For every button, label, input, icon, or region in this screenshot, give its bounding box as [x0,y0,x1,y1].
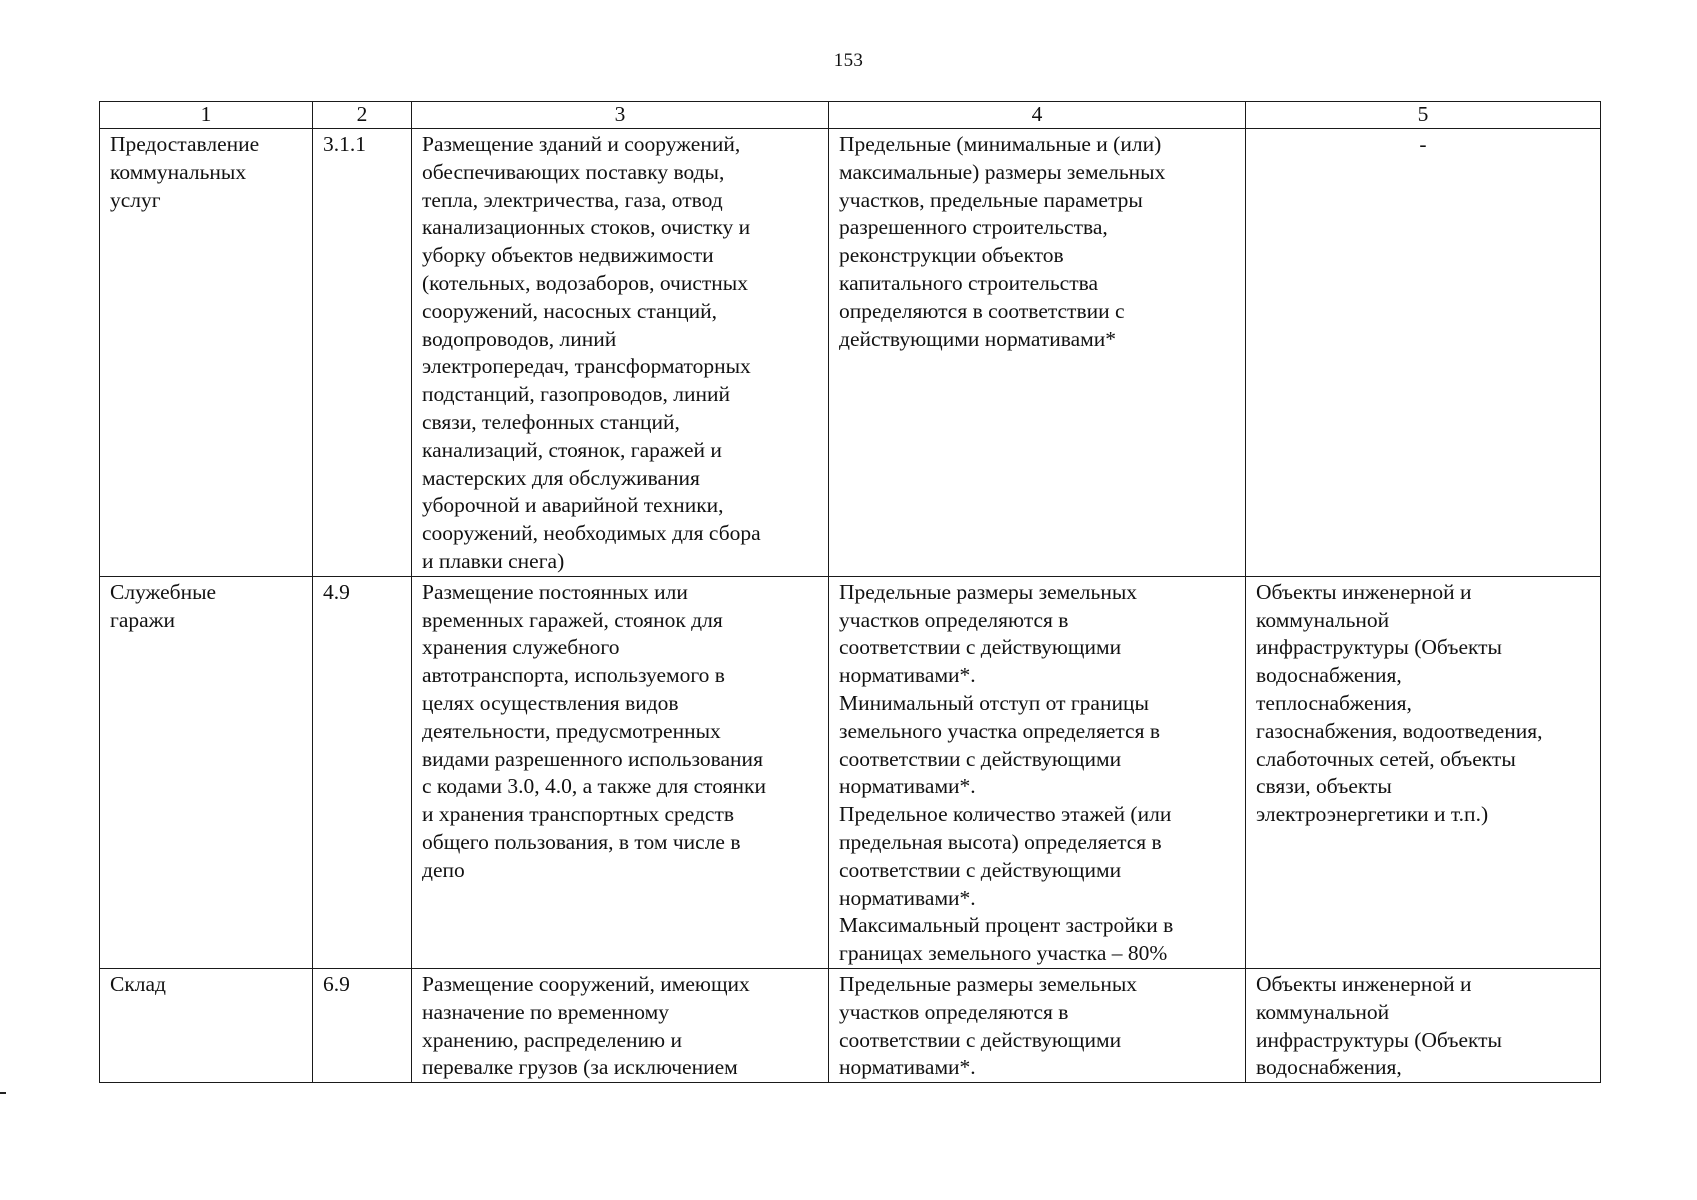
use-description-cell [412,129,829,577]
cell-line: и плавки снега) [422,548,565,573]
table-body [100,129,1601,1083]
cell-line: и хранения транспортных средств [422,802,735,827]
use-name-cell [100,968,313,1082]
cell-line: водопроводов, линий [422,326,617,351]
cell-line: видами разрешенного использования [422,746,763,771]
cell-line: сооружений, насосных станций, [422,298,717,323]
cell-line: газоснабжения, водоотведения, [1256,718,1543,743]
zoning-table [99,101,1601,1083]
cell-line: земельного участка определяется в [839,718,1160,743]
cell-line: перевалке грузов (за исключением [422,1055,738,1080]
use-description-cell [412,968,829,1082]
table-row [100,968,1601,1082]
cell-line: - [1419,132,1427,156]
cell-line: реконструкции объектов [839,243,1064,268]
parameters-cell [829,576,1246,968]
use-code-cell: 6.9 [313,968,412,1082]
use-description-cell [412,576,829,968]
cell-line: соответствии с действующими [839,857,1122,882]
cell-line: участков определяются в [839,999,1069,1024]
cell-line: тепла, электричества, газа, отвод [422,187,723,212]
cell-line: уборку объектов недвижимости [422,243,714,268]
page-number: 153 [833,50,864,71]
cell-line: связи, телефонных станций, [422,409,680,434]
cell-line: действующими нормативами* [839,326,1117,351]
cell-line: нормативами*. [839,1055,976,1080]
cell-line: коммунальной [1256,999,1390,1024]
column-header-5: 5 [1246,102,1601,129]
cell-line: инфраструктуры (Объекты [1256,1027,1503,1052]
column-header-2: 2 [313,102,412,129]
cell-line: услуг [110,187,161,212]
cell-line: автотранспорта, используемого в [422,663,725,688]
cell-line: Объекты инженерной и [1256,971,1472,996]
edge-mark [0,1092,6,1094]
cell-line: Максимальный процент застройки в [839,913,1174,938]
cell-line: канализаций, стоянок, гаражей и [422,437,722,462]
cell-line: Предельные размеры земельных [839,971,1138,996]
header-row [100,102,1601,129]
cell-line: депо [422,857,465,882]
cell-line: деятельности, предусмотренных [422,718,721,743]
cell-line: предельная высота) определяется в [839,829,1162,854]
parameters-cell [829,129,1246,577]
table-row [100,129,1601,577]
auxiliary-uses-cell [1246,576,1601,968]
parameters-cell [829,968,1246,1082]
cell-line: максимальные) размеры земельных [839,159,1166,184]
cell-line: уборочной и аварийной техники, [422,493,724,518]
cell-line: Предельные (минимальные и (или) [839,132,1162,156]
cell-line: хранения служебного [422,635,620,660]
cell-line: Размещение постоянных или [422,579,688,604]
cell-line: границах земельного участка – 80% [839,941,1168,966]
cell-line: определяются в соответствии с [839,298,1125,323]
column-header-1: 1 [100,102,313,129]
cell-line: нормативами*. [839,885,976,910]
cell-line: участков определяются в [839,607,1069,632]
auxiliary-uses-cell [1246,968,1601,1082]
cell-line: водоснабжения, [1256,1055,1402,1080]
cell-line: назначение по временному [422,999,669,1024]
cell-line: участков, предельные параметры [839,187,1143,212]
use-name-cell [100,129,313,577]
use-code-cell: 3.1.1 [313,129,412,577]
cell-line: соответствии с действующими [839,746,1122,771]
cell-line: слаботочных сетей, объекты [1256,746,1516,771]
cell-line: мастерских для обслуживания [422,465,700,490]
cell-line: нормативами*. [839,663,976,688]
cell-line: коммунальных [110,159,247,184]
cell-line: (котельных, водозаборов, очистных [422,270,749,295]
cell-line: разрешенного строительства, [839,215,1108,240]
cell-line: хранению, распределению и [422,1027,682,1052]
cell-line: электроэнергетики и т.п.) [1256,802,1489,827]
cell-line: канализационных стоков, очистку и [422,215,751,240]
cell-line: Минимальный отступ от границы [839,690,1149,715]
cell-line: гаражи [110,607,176,632]
cell-line: Служебные [110,579,217,604]
cell-line: Размещение зданий и сооружений, [422,132,741,156]
use-code-cell: 4.9 [313,576,412,968]
column-header-4: 4 [829,102,1246,129]
cell-line: общего пользования, в том числе в [422,829,741,854]
cell-line: Объекты инженерной и [1256,579,1472,604]
cell-line: коммунальной [1256,607,1390,632]
cell-line: подстанций, газопроводов, линий [422,382,731,407]
cell-line: соответствии с действующими [839,1027,1122,1052]
cell-line: Склад [110,971,166,996]
auxiliary-uses-cell [1246,129,1601,577]
cell-line: Предельное количество этажей (или [839,802,1172,827]
cell-line: водоснабжения, [1256,663,1402,688]
cell-line: обеспечивающих поставку воды, [422,159,725,184]
cell-line: Размещение сооружений, имеющих [422,971,750,996]
cell-line: сооружений, необходимых для сбора [422,521,761,546]
cell-line: капитального строительства [839,270,1099,295]
cell-line: инфраструктуры (Объекты [1256,635,1503,660]
use-name-cell [100,576,313,968]
cell-line: электропередач, трансформаторных [422,354,751,379]
cell-line: нормативами*. [839,774,976,799]
cell-line: Предельные размеры земельных [839,579,1138,604]
column-header-3: 3 [412,102,829,129]
cell-line: Предоставление [110,132,260,156]
cell-line: теплоснабжения, [1256,690,1412,715]
cell-line: с кодами 3.0, 4.0, а также для стоянки [422,774,766,799]
cell-line: связи, объекты [1256,774,1392,799]
cell-line: целях осуществления видов [422,690,679,715]
cell-line: соответствии с действующими [839,635,1122,660]
table-row [100,576,1601,968]
cell-line: временных гаражей, стоянок для [422,607,723,632]
